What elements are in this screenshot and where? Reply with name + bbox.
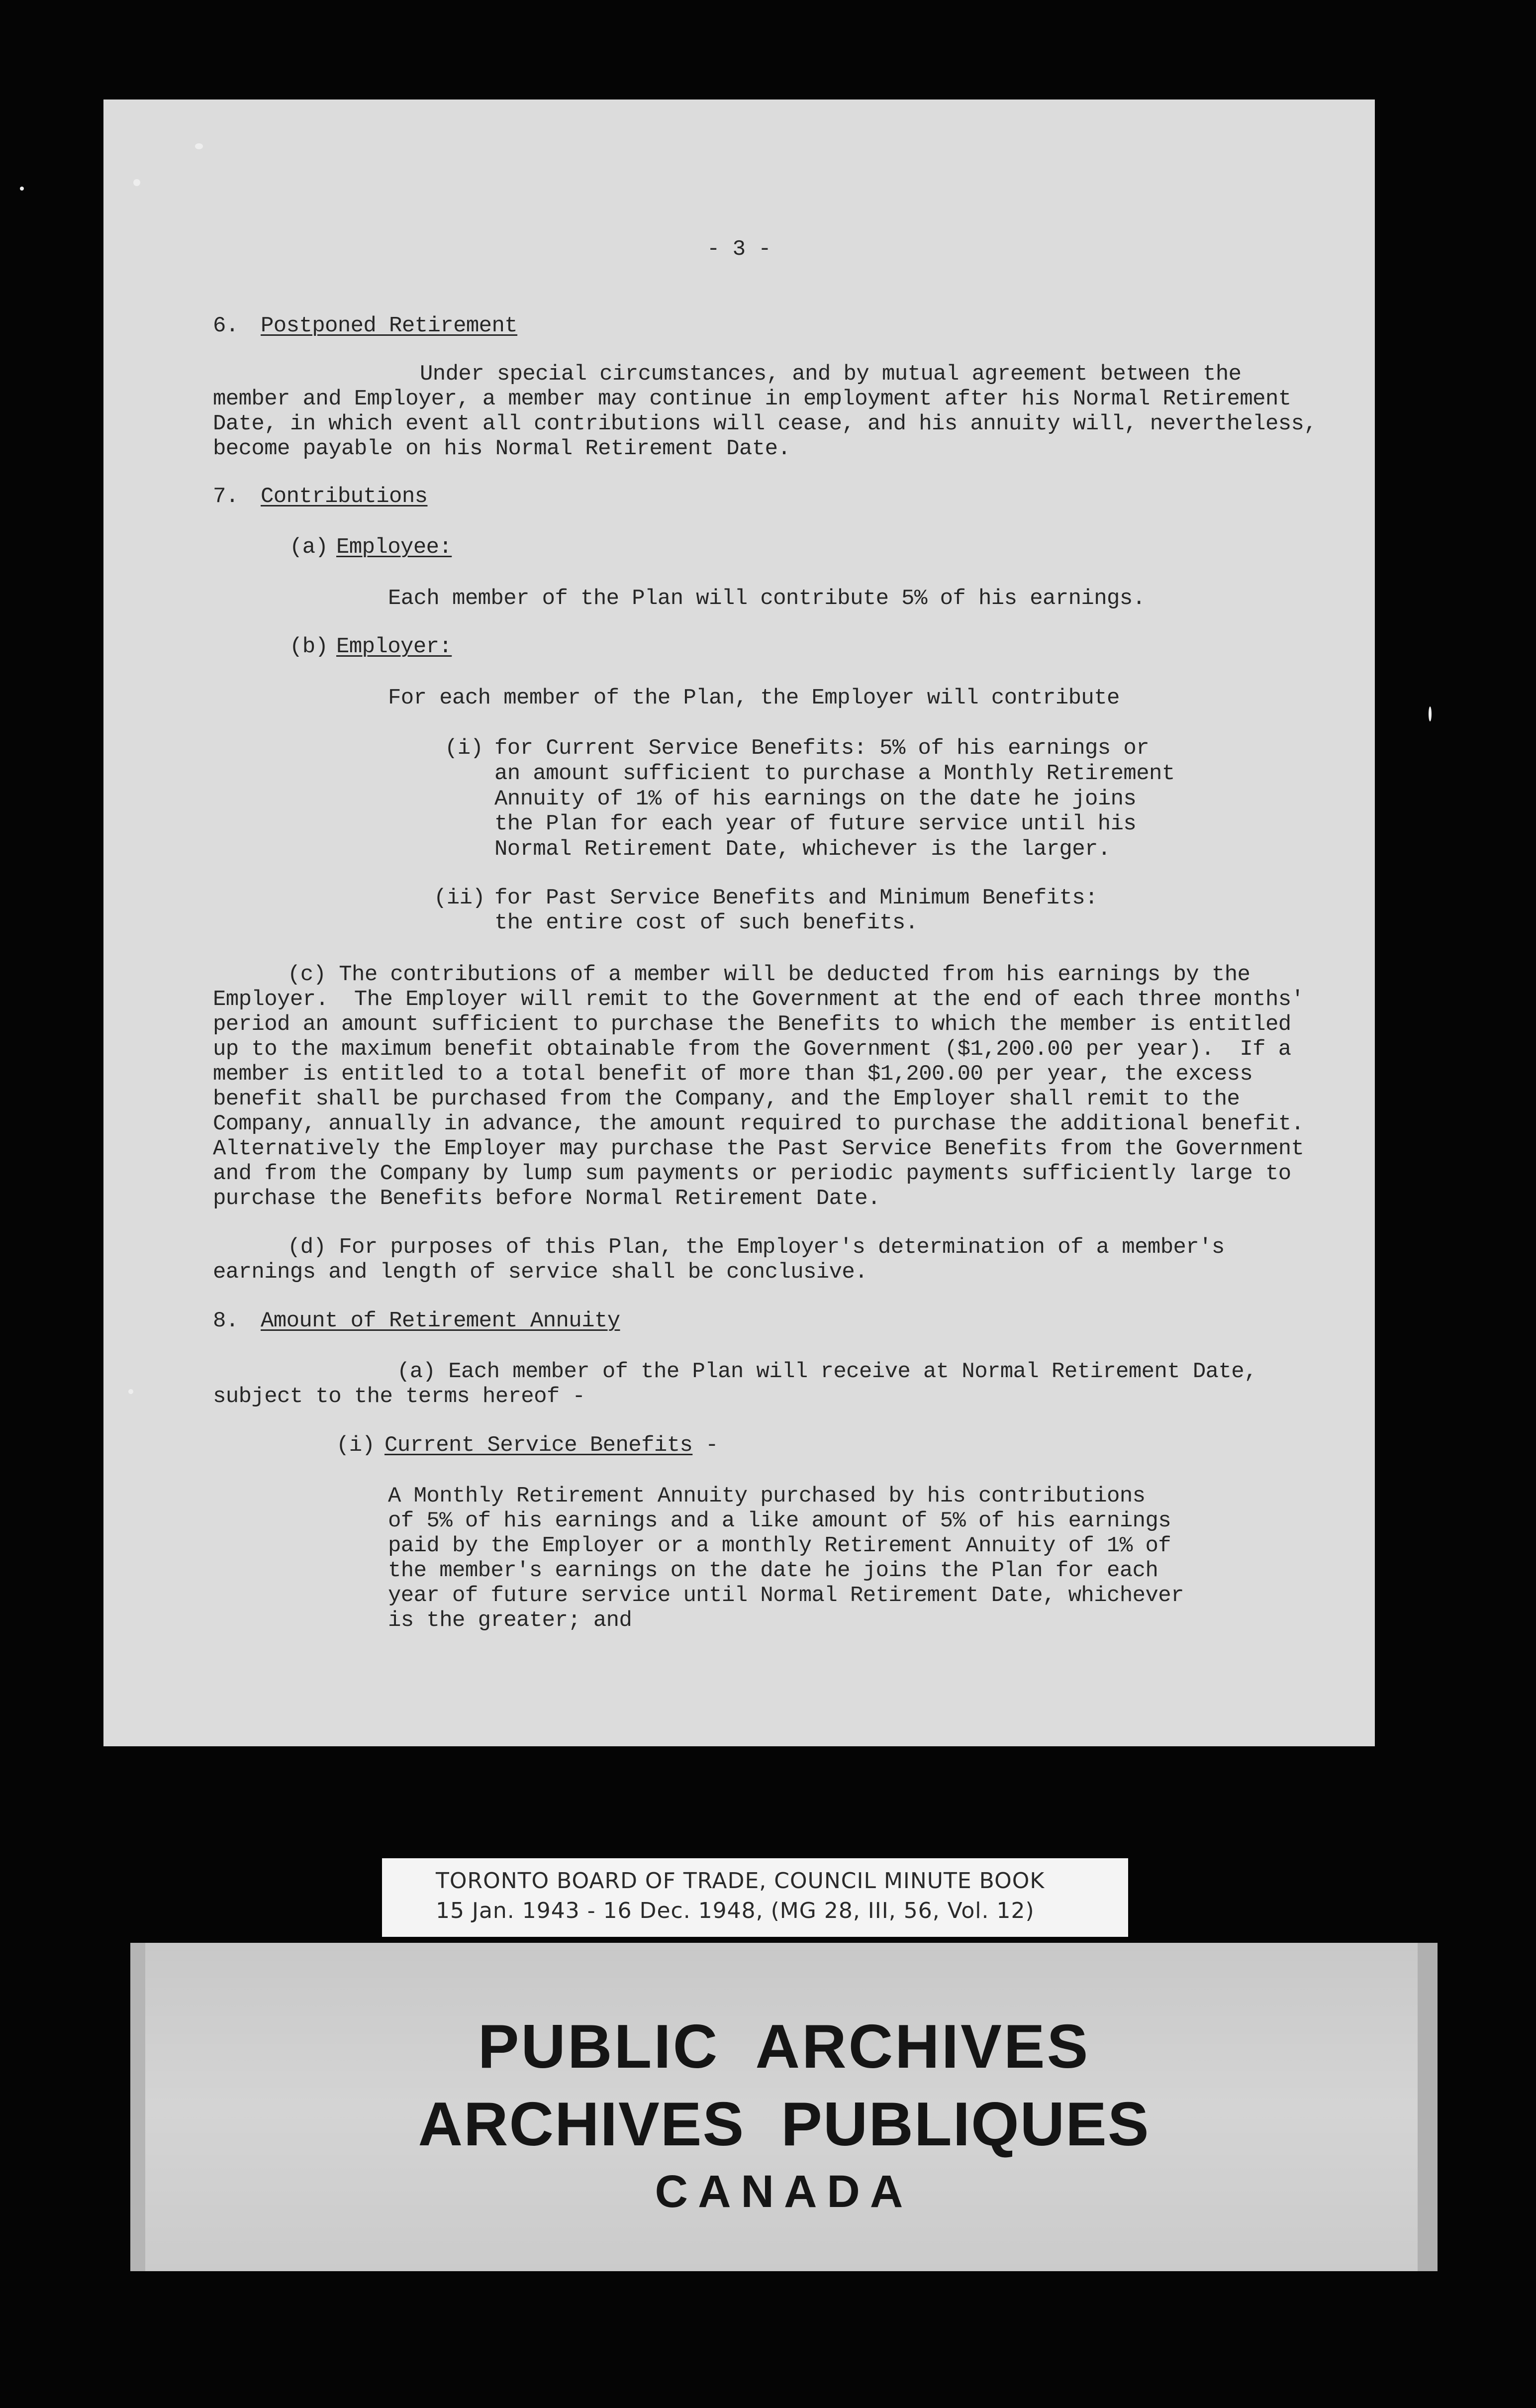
- archives-banner: [130, 1943, 1438, 2271]
- section-6-title: Postponed Retirement: [261, 313, 518, 338]
- section-7d-line: (d) For purposes of this Plan, the Employer's determination of a member's: [288, 1235, 1225, 1260]
- section-7b-ii-line: the entire cost of such benefits.: [494, 910, 918, 935]
- section-7c-line: and from the Company by lump sum payments or periodic payments sufficiently large to: [213, 1161, 1291, 1186]
- section-8i-number: (i): [336, 1433, 375, 1458]
- section-8a-line: (a) Each member of the Plan will receive at Normal Retirement Date,: [397, 1359, 1257, 1384]
- film-speck: [133, 179, 140, 186]
- section-7c-line: up to the maximum benefit obtainable from the Government ($1,200.00 per year). If a: [213, 1037, 1291, 1062]
- section-7a-prefix: (a): [289, 535, 328, 560]
- section-8i-title: Current Service Benefits: [384, 1433, 693, 1458]
- section-7a-title: Employee:: [336, 535, 452, 560]
- banner-title-french: ARCHIVES PUBLIQUES: [418, 2090, 1150, 2159]
- section-7d-line: earnings and length of service shall be conclusive.: [213, 1260, 868, 1285]
- film-speck: [1429, 706, 1432, 721]
- film-speck: [128, 1389, 133, 1394]
- section-6-line: Under special circumstances, and by mutual agreement between the: [420, 362, 1242, 387]
- microfilm-label: [382, 1858, 1128, 1937]
- section-8-number: 8.: [213, 1308, 239, 1333]
- section-7b-i-line: Normal Retirement Date, whichever is the larger.: [494, 837, 1111, 862]
- film-speck: [20, 187, 24, 191]
- section-8a-line: subject to the terms hereof -: [213, 1384, 585, 1409]
- section-7b-i-line: for Current Service Benefits: 5% of his earnings or: [494, 736, 1150, 761]
- section-7-title: Contributions: [261, 484, 428, 509]
- section-7b-text: For each member of the Plan, the Employer will contribute: [388, 686, 1120, 710]
- section-8i-line: year of future service until Normal Retirement Date, whichever: [388, 1583, 1184, 1608]
- section-6-line: become payable on his Normal Retirement Date.: [213, 436, 791, 461]
- section-6-line: member and Employer, a member may continue in employment after his Normal Retirement: [213, 387, 1291, 411]
- section-7b-ii-number: (ii): [434, 886, 485, 910]
- section-7c-line: Alternatively the Employer may purchase the Past Service Benefits from the Government: [213, 1136, 1304, 1161]
- label-line-2: 15 Jan. 1943 - 16 Dec. 1948, (MG 28, III, 56, Vol. 12): [436, 1898, 1035, 1923]
- banner-title-english: PUBLIC ARCHIVES: [478, 2012, 1090, 2081]
- section-6-number: 6.: [213, 313, 239, 338]
- section-7b-prefix: (b): [289, 634, 328, 659]
- section-8i-heading: [384, 1433, 718, 1458]
- section-7b-title: Employer:: [336, 634, 452, 659]
- section-6-line: Date, in which event all contributions will cease, and his annuity will, nevertheless,: [213, 411, 1317, 436]
- section-7-number: 7.: [213, 484, 239, 509]
- section-8i-line: the member's earnings on the date he joins the Plan for each: [388, 1558, 1158, 1583]
- section-7c-line: Company, annually in advance, the amount required to purchase the additional benefit.: [213, 1111, 1304, 1136]
- section-7b-i-line: an amount sufficient to purchase a Monthly Retirement: [494, 761, 1175, 786]
- section-7b-i-line: the Plan for each year of future service until his: [494, 811, 1137, 836]
- section-7b-i-line: Annuity of 1% of his earnings on the date he joins: [494, 787, 1137, 811]
- section-7c-line: purchase the Benefits before Normal Retirement Date.: [213, 1186, 880, 1211]
- section-8i-line: A Monthly Retirement Annuity purchased by his contributions: [388, 1484, 1146, 1508]
- document-page: [103, 100, 1375, 1746]
- label-line-1: TORONTO BOARD OF TRADE, COUNCIL MINUTE BOOK: [436, 1868, 1045, 1894]
- section-7c-line: (c) The contributions of a member will be deducted from his earnings by the: [288, 962, 1250, 987]
- section-8i-dash: -: [692, 1433, 718, 1458]
- section-7c-line: member is entitled to a total benefit of more than $1,200.00 per year, the excess: [213, 1062, 1253, 1087]
- section-7b-i-number: (i): [445, 736, 483, 761]
- typed-text-body: [103, 100, 1375, 1647]
- film-speck: [195, 143, 203, 149]
- section-7c-line: period an amount sufficient to purchase the Benefits to which the member is entitled: [213, 1012, 1291, 1037]
- section-7c-line: Employer. The Employer will remit to the Government at the end of each three months': [213, 987, 1304, 1012]
- page-number: - 3 -: [707, 237, 771, 262]
- section-7a-text: Each member of the Plan will contribute 5% of his earnings.: [388, 586, 1146, 611]
- section-8i-line: is the greater; and: [388, 1608, 632, 1633]
- banner-country: CANADA: [655, 2166, 913, 2217]
- section-8i-line: paid by the Employer or a monthly Retirement Annuity of 1% of: [388, 1533, 1171, 1558]
- section-7b-ii-line: for Past Service Benefits and Minimum Benefits:: [494, 886, 1098, 910]
- section-7c-line: benefit shall be purchased from the Company, and the Employer shall remit to the: [213, 1087, 1240, 1111]
- section-8i-line: of 5% of his earnings and a like amount of 5% of his earnings: [388, 1508, 1171, 1533]
- section-8-title: Amount of Retirement Annuity: [261, 1308, 620, 1333]
